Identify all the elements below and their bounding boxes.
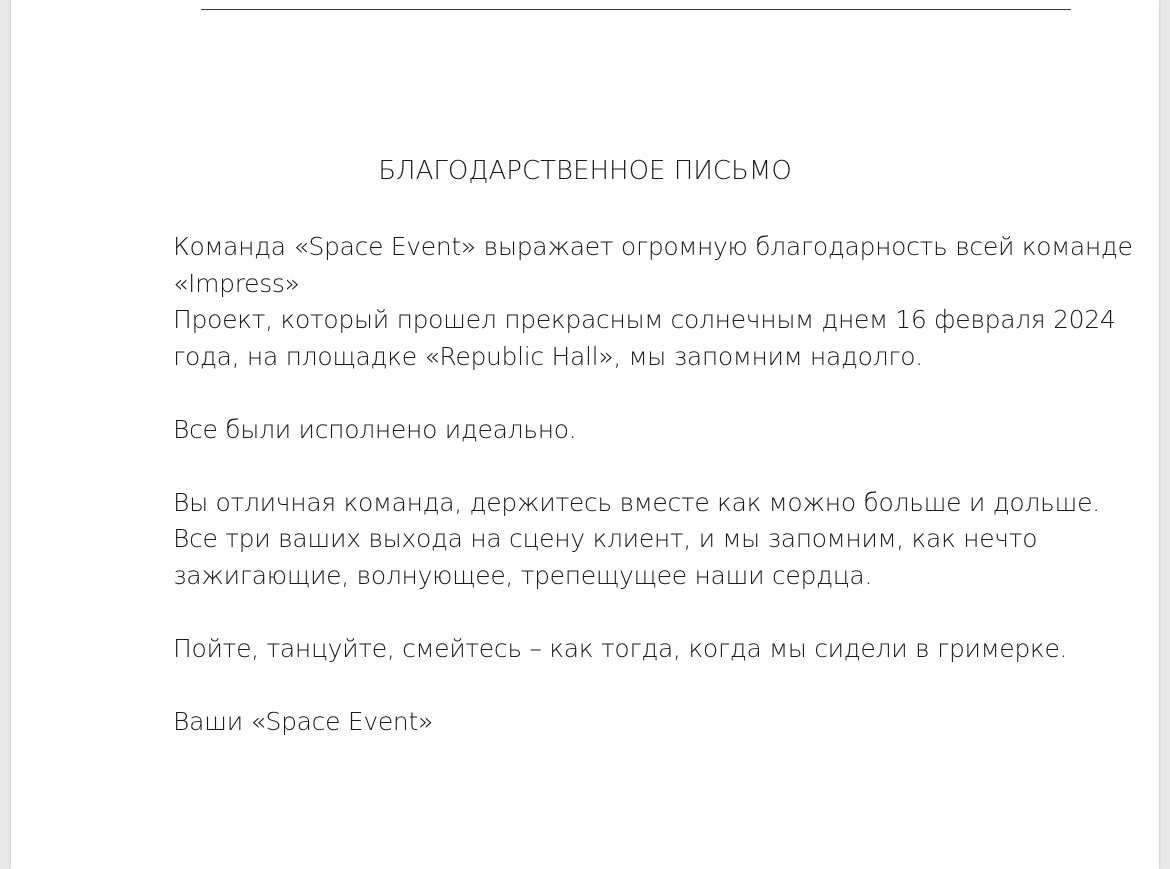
paragraph-execution <box>173 412 1133 449</box>
paragraph-wishes <box>173 631 1133 668</box>
letter-title: БЛАГОДАРСТВЕННОЕ ПИСЬМО <box>378 156 792 186</box>
text-line: Вы отличная команда, держитесь вместе как можно больше и дольше. <box>173 487 1100 517</box>
document-page <box>11 0 1159 869</box>
text-line: «Impress» <box>173 268 300 298</box>
top-divider-line <box>201 9 1071 10</box>
text-line: зажигающие, волнующее, трепещущее наши сердца. <box>173 560 873 590</box>
text-line: года, на площадке «Republic Hall», мы запомним надолго. <box>173 341 923 371</box>
text-line: Проект, который прошел прекрасным солнечным днем 16 февраля 2024 <box>173 305 1116 334</box>
text-line: Пойте, танцуйте, смейтесь – как тогда, когда мы сидели в гримерке. <box>173 633 1068 663</box>
text-line: Все три ваших выхода на сцену клиент, и мы запомним, как нечто <box>173 524 1038 553</box>
text-line: Ваши «Space Event» <box>173 706 433 736</box>
letter-body <box>173 229 1133 777</box>
text-line: Все были исполнено идеально. <box>173 414 577 444</box>
paragraph-gratitude <box>173 229 1133 375</box>
paragraph-team <box>173 485 1133 595</box>
signature <box>173 704 1133 741</box>
text-line: Команда «Space Event» выражает огромную благодарность всей команде <box>173 232 1133 261</box>
